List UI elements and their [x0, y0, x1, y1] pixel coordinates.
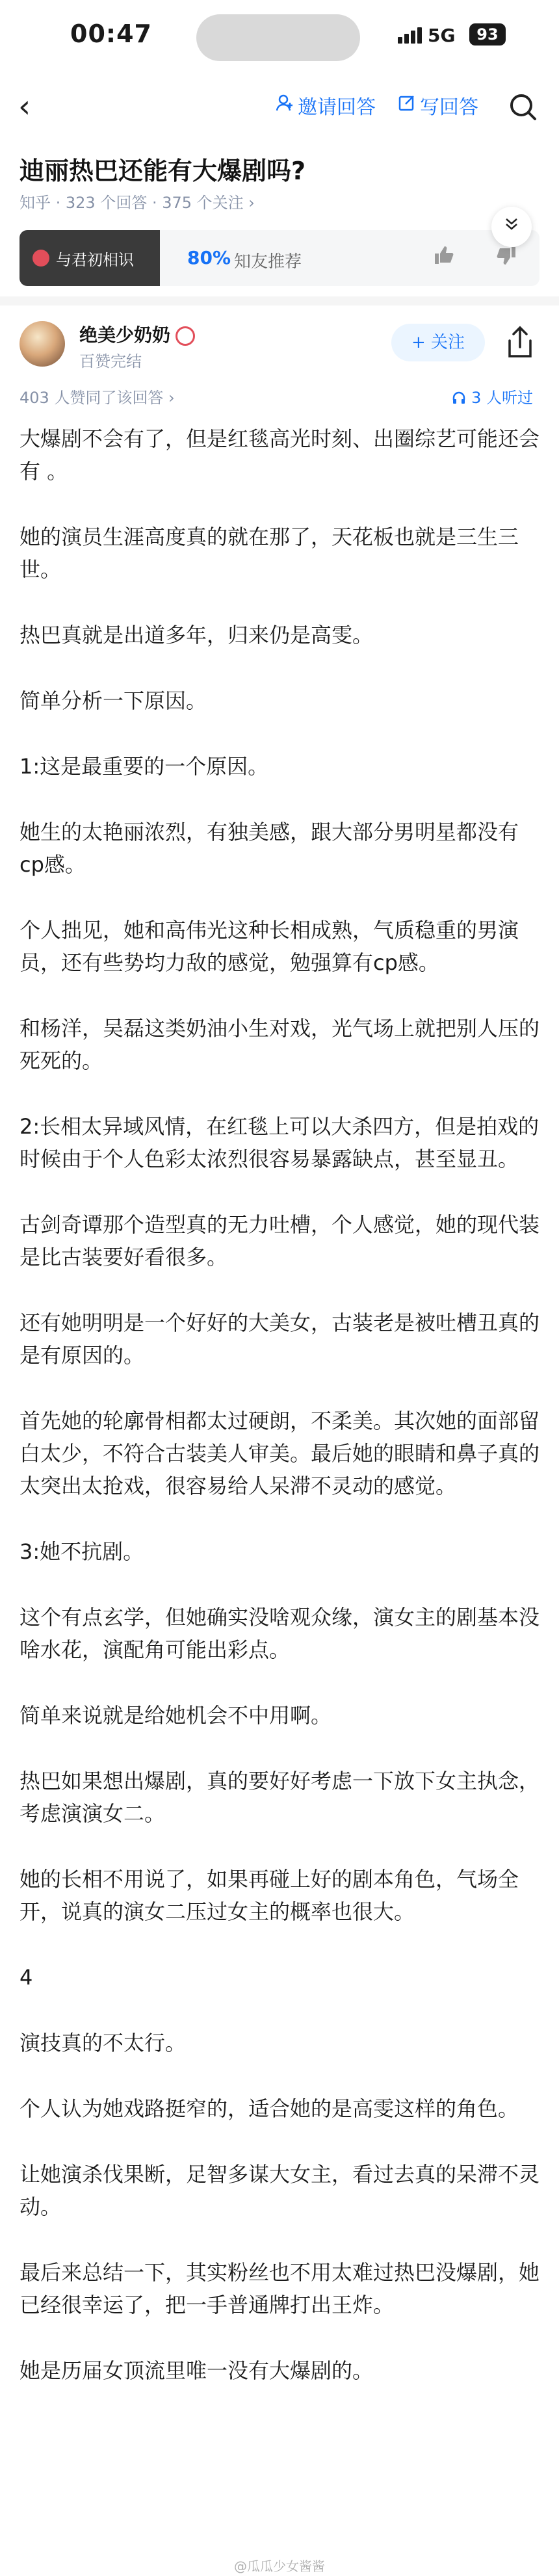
answer-paragraph: 最后来总结一下，其实粉丝也不用太难过热巴没爆剧，她已经很幸运了，把一手普通牌打出王炸。 — [20, 2260, 540, 2317]
collapse-icon[interactable] — [491, 207, 532, 247]
section-divider — [0, 296, 559, 306]
recommend-text: 知友推荐 — [234, 252, 302, 272]
agree-count[interactable]: 403 人赞同了该回答 › — [20, 389, 175, 407]
answer-paragraph: 1:这是最重要的一个原因。 — [20, 754, 269, 779]
badge-icon — [176, 326, 195, 346]
answer-paragraph: 她是历届女顶流里唯一没有大爆剧的。 — [20, 2358, 374, 2383]
answer-paragraph: 她的长相不用说了，如果再碰上好的剧本角色，气场全开，说真的演女二压过女主的概率也很大。 — [20, 1867, 519, 1924]
author-name-row[interactable] — [79, 321, 195, 347]
thumb-down-icon[interactable] — [495, 244, 517, 272]
battery-icon: 93 — [469, 23, 506, 46]
listen-count[interactable] — [452, 385, 533, 408]
answer-paragraph: 还有她明明是一个好好的大美女，古装老是被吐槽丑真的是有原因的。 — [20, 1310, 540, 1368]
search-icon[interactable] — [504, 88, 543, 127]
person-icon — [276, 94, 294, 117]
listen-count-label: 3 人听过 — [471, 389, 533, 407]
answer-paragraph: 简单来说就是给她机会不中用啊。 — [20, 1703, 332, 1728]
answer-paragraph: 演技真的不太行。 — [20, 2031, 187, 2055]
answer-content — [20, 423, 540, 2420]
avatar[interactable] — [20, 321, 65, 367]
watermark: @瓜瓜少女酱酱 — [234, 2558, 325, 2574]
share-icon[interactable] — [506, 324, 534, 360]
answer-paragraph: 热巴如果想出爆剧，真的要好好考虑一下放下女主执念，考虑演演女二。 — [20, 1769, 540, 1826]
answer-paragraph: 3:她不抗剧。 — [20, 1539, 144, 1564]
answer-paragraph: 热巴真就是出道多年，归来仍是高雯。 — [20, 623, 374, 647]
dynamic-island — [196, 14, 360, 61]
recommend-banner — [20, 230, 540, 286]
answer-paragraph: 简单分析一下原因。 — [20, 688, 207, 713]
headphones-icon — [452, 389, 471, 407]
collection-tag-label: 与君初相识 — [56, 250, 134, 269]
invite-answer-button[interactable] — [276, 91, 376, 120]
edit-icon — [398, 94, 416, 117]
answer-paragraph: 她生的太艳丽浓烈，有独美感，跟大部分男明星都没有cp感。 — [20, 820, 519, 877]
recommend-percent: 80% — [187, 247, 231, 268]
question-meta[interactable]: 知乎 · 323 个回答 · 375 个关注 › — [20, 194, 255, 212]
answer-paragraph: 和杨洋，吴磊这类奶油小生对戏，光气场上就把别人压的死死的。 — [20, 1016, 540, 1073]
back-icon[interactable]: ‹ — [18, 88, 31, 125]
answer-paragraph: 古剑奇谭那个造型真的无力吐槽，个人感觉，她的现代装是比古装要好看很多。 — [20, 1212, 540, 1269]
answer-paragraph: 个人拙见，她和高伟光这种长相成熟，气质稳重的男演员，还有些势均力敌的感觉，勉强算有cp感。 — [20, 918, 519, 975]
write-answer-label: 写回答 — [420, 96, 478, 119]
answer-paragraph: 首先她的轮廓骨相都太过硬朗，不柔美。其次她的面部留白太少，不符合古装美人审美。最后她的眼睛和鼻子真的太突出太抢戏，很容易给人呆滞不灵动的感觉。 — [20, 1409, 540, 1498]
status-time: 00:47 — [70, 20, 152, 48]
signal-icon — [398, 27, 424, 44]
invite-answer-label: 邀请回答 — [298, 96, 376, 119]
answer-paragraph: 4 — [20, 1965, 33, 1990]
answer-paragraph: 这个有点玄学，但她确实没啥观众缘，演女主的剧基本没啥水花，演配角可能出彩点。 — [20, 1605, 540, 1662]
tag-icon — [32, 250, 49, 267]
network-type: 5G — [428, 25, 456, 46]
question-title[interactable]: 迪丽热巴还能有大爆剧吗? — [20, 157, 306, 185]
follow-button[interactable]: + 关注 — [391, 324, 485, 361]
status-bar — [0, 0, 559, 77]
collection-tag[interactable] — [20, 230, 160, 286]
answer-paragraph: 2:长相太异域风情，在红毯上可以大杀四方，但是拍戏的时候由于个人色彩太浓烈很容易暴露缺点，甚至显丑。 — [20, 1114, 540, 1171]
author-name: 绝美少奶奶 — [79, 324, 171, 346]
thumb-up-icon[interactable] — [433, 244, 455, 272]
answer-paragraph: 个人认为她戏路挺窄的，适合她的是高雯这样的角色。 — [20, 2096, 519, 2121]
answer-paragraph: 大爆剧不会有了，但是红毯高光时刻、出圈综艺可能还会有 。 — [20, 426, 540, 484]
author-subtitle: 百赞完结 — [79, 352, 142, 371]
write-answer-button[interactable] — [398, 91, 478, 120]
top-nav — [0, 83, 559, 135]
answer-paragraph: 让她演杀伐果断，足智多谋大女主，看过去真的呆滞不灵动。 — [20, 2162, 540, 2219]
answer-paragraph: 她的演员生涯高度真的就在那了，天花板也就是三生三世。 — [20, 525, 519, 582]
